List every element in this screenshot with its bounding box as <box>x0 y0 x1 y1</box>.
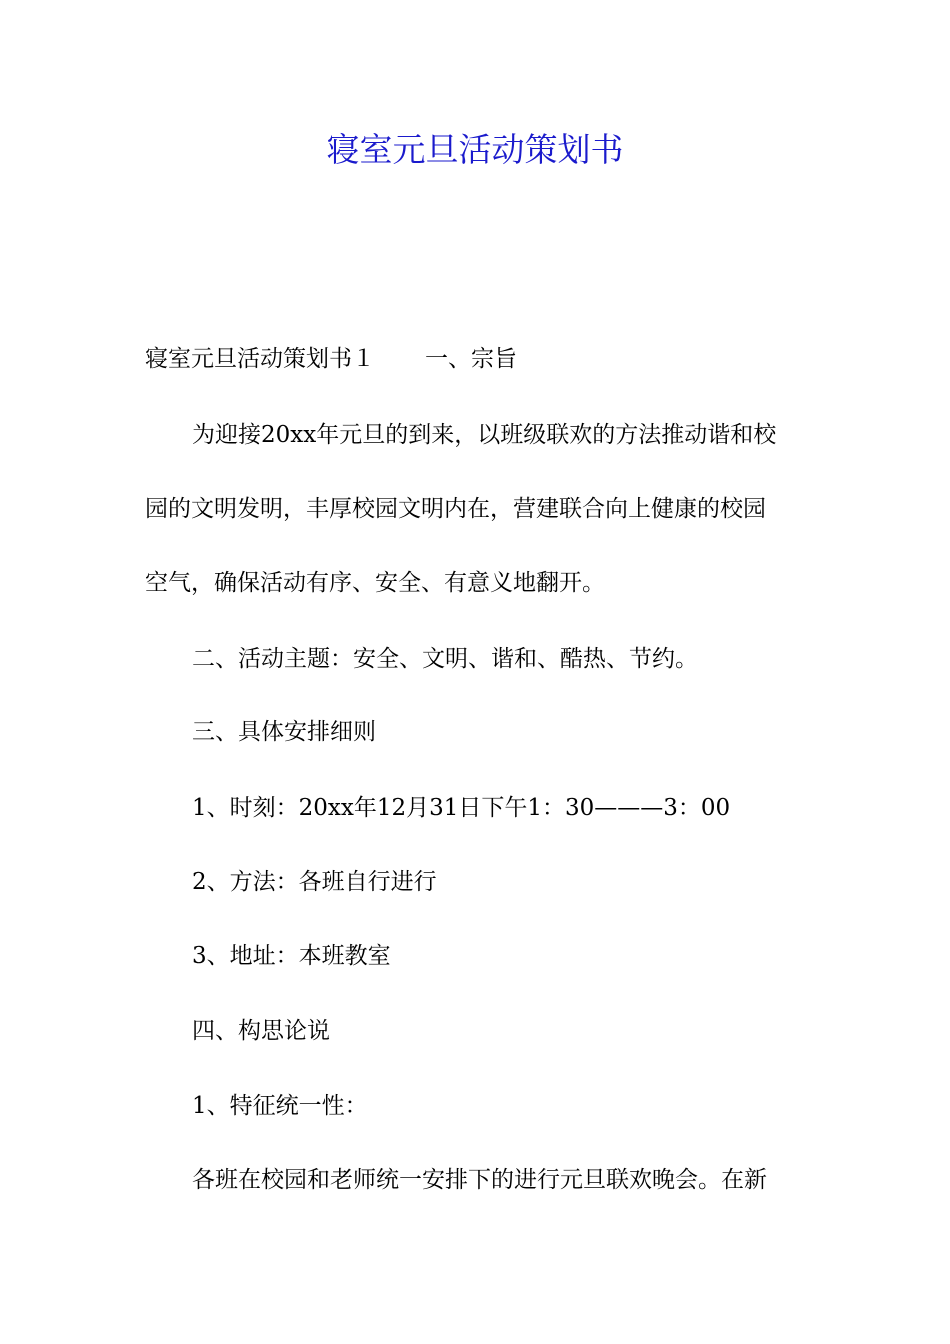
paragraph-line: 园的文明发明，丰厚校园文明内在，营建联合向上健康的校园 <box>145 496 766 522</box>
list-item-time: 1、时刻：20xx年12月31日下午1：30———3：00 <box>192 795 731 821</box>
paragraph-line: 空气，确保活动有序、安全、有意义地翻开。 <box>145 570 605 596</box>
paragraph-line: 为迎接20xx年元旦的到来，以班级联欢的方法推动谐和校 <box>192 422 777 448</box>
section-heading-prefix: 寝室元旦活动策划书１ <box>145 346 375 372</box>
section-heading-purpose: 一、宗旨 <box>425 346 517 372</box>
section-heading-theme: 二、活动主题：安全、文明、谐和、酷热、节约。 <box>192 646 698 672</box>
paragraph-line: 各班在校园和老师统一安排下的进行元旦联欢晚会。在新 <box>192 1167 767 1193</box>
list-item-feature: 1、特征统一性： <box>192 1093 368 1119</box>
list-item-method: 2、方法：各班自行进行 <box>192 869 437 895</box>
list-item-location: 3、地址：本班教室 <box>192 943 391 969</box>
section-heading-concept: 四、构思论说 <box>192 1018 330 1044</box>
paragraph-line <box>145 343 517 375</box>
document-title: 寝室元旦活动策划书 <box>326 130 624 169</box>
section-heading-details: 三、具体安排细则 <box>192 719 376 745</box>
